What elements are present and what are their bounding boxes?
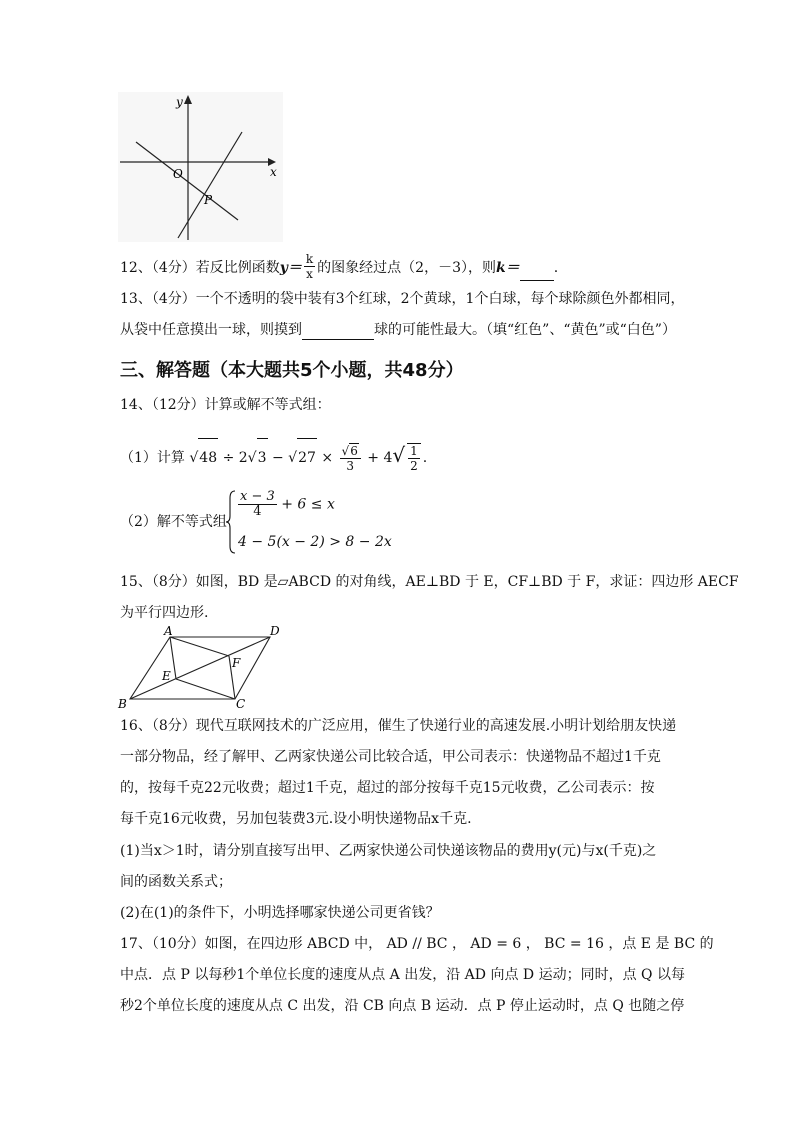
q14-p1-fden: 3 bbox=[346, 459, 355, 473]
segment-ce bbox=[176, 679, 235, 699]
question-14-header: 14、（12分）计算或解不等式组： bbox=[120, 397, 331, 413]
q12-end: . bbox=[553, 260, 559, 276]
q14-row-2: 4 − 5(x − 2) > 8 − 2x bbox=[238, 534, 392, 550]
q12-prefix: 12、（4分）若反比例函数 bbox=[120, 260, 280, 276]
question-15-line-2: 为平行四边形. bbox=[120, 605, 209, 621]
q14-p1-t1: 48 bbox=[198, 438, 218, 477]
label-a: A bbox=[164, 624, 173, 638]
question-16-line-1: 16、（8分）现代互联网技术的广泛应用，催生了快递行业的高速发展.小明计划给朋友快递 bbox=[120, 718, 677, 734]
segment-ae bbox=[170, 637, 176, 679]
q14-p1-op2: − bbox=[271, 450, 284, 466]
q14-p1-rfrac bbox=[407, 443, 421, 473]
q12-y-eq: y＝ bbox=[279, 260, 302, 276]
label-b: B bbox=[118, 697, 127, 710]
q14-p1-op4: + 4 bbox=[367, 450, 393, 466]
question-16-line-3: 的，按每千克22元收费；超过1千克，超过的部分按每千克15元收费，乙公司表示：按 bbox=[120, 780, 655, 796]
label-f: F bbox=[232, 656, 241, 670]
question-16-line-6: 间的函数关系式； bbox=[120, 874, 232, 890]
question-12 bbox=[120, 252, 558, 281]
question-16-line-2: 一部分物品，经了解甲、乙两家快递公司比较合适，甲公司表示：快递物品不超过1千克 bbox=[120, 749, 661, 765]
origin-label: O bbox=[173, 167, 183, 181]
q14-p2-row1-rest: + 6 ≤ x bbox=[281, 496, 335, 513]
q14-p1-end: . bbox=[422, 450, 428, 466]
q14-p1-root-frac: √ bbox=[392, 443, 406, 467]
q14-p2-fden: 4 bbox=[253, 504, 262, 519]
q14-p1-rden: 2 bbox=[410, 459, 418, 473]
q14-p1-rnum: 1 bbox=[410, 444, 418, 458]
q14-part-2-label: （2）解不等式组 bbox=[120, 514, 227, 530]
q14-p1-op3: × bbox=[321, 450, 334, 466]
q14-p1-fnum-val: 6 bbox=[350, 444, 358, 458]
q14-p1-t3: 27 bbox=[297, 438, 317, 477]
coordinate-graph bbox=[118, 92, 283, 242]
point-p-label: P bbox=[204, 193, 213, 207]
q13-text-a: 从袋中任意摸出一球，则摸到 bbox=[120, 322, 302, 338]
q14-p1-label: （1）计算 bbox=[120, 450, 185, 466]
section-3-heading: 三、解答题（本大题共5个小题，共48分） bbox=[120, 360, 464, 381]
q14-part-1 bbox=[120, 436, 427, 474]
q13-text-b: 球的可能性最大。（填“红色”、“黄色”或“白色”） bbox=[374, 322, 676, 338]
q14-row-1 bbox=[238, 490, 335, 519]
segment-af bbox=[170, 637, 229, 656]
q14-p1-fnum: √6 bbox=[340, 443, 361, 459]
question-17-line-2: 中点．点 P 以每秒1个单位长度的速度从点 A 出发，沿 AD 向点 D 运动；同时，点 Q 以每 bbox=[120, 967, 685, 983]
question-13-line-1: 13、（4分）一个不透明的袋中装有3个红球，2个黄球，1个白球，每个球除颜色外都相同， bbox=[120, 291, 685, 307]
q14-p2-fraction bbox=[238, 490, 277, 519]
q12-k-eq: k＝ bbox=[495, 260, 520, 276]
q12-frac-num: k bbox=[305, 252, 314, 266]
question-16-line-7: (2)在(1)的条件下，小明选择哪家快递公司更省钱？ bbox=[120, 905, 440, 921]
q14-p1-radical-3: √27 bbox=[288, 450, 317, 466]
question-16-line-4: 每千克16元收费，另加包装费3元.设小明快递物品x千克. bbox=[120, 811, 472, 827]
q14-p2-fnum: x − 3 bbox=[240, 489, 275, 504]
y-axis-label: y bbox=[176, 95, 183, 109]
question-16-line-5: (1)当x＞1时，请分别直接写出甲、乙两家快递公司快递该物品的费用y(元)与x(千克)之 bbox=[120, 843, 657, 859]
label-d: D bbox=[270, 624, 280, 638]
q12-frac-den: x bbox=[306, 267, 313, 281]
label-e: E bbox=[162, 669, 171, 683]
parallelogram-figure bbox=[115, 624, 295, 710]
question-17-line-1: 17、（10分）如图，在四边形 ABCD 中， AD // BC ， AD = 6 ， BC = 16 ，点 E 是 BC 的 bbox=[120, 936, 714, 952]
q14-p1-op1: ÷ 2 bbox=[222, 450, 248, 466]
q12-answer-blank[interactable] bbox=[520, 266, 554, 281]
q14-p1-radical-1: √48 bbox=[189, 450, 218, 466]
q14-p1-fraction bbox=[340, 443, 361, 473]
brace-icon bbox=[226, 490, 236, 554]
question-15-line-1: 15、（8分）如图，BD 是▱ABCD 的对角线，AE⊥BD 于 E，CF⊥BD 于 F，求证：四边形 AECF bbox=[120, 574, 739, 590]
q14-p1-t2: 3 bbox=[257, 438, 268, 477]
q12-fraction bbox=[304, 252, 315, 281]
q14-p1-radical-2: √3 bbox=[248, 450, 268, 466]
x-axis-label: x bbox=[270, 165, 277, 179]
q12-suffix: 的图象经过点（2，－3），则 bbox=[317, 260, 496, 276]
q13-answer-blank[interactable] bbox=[302, 325, 374, 340]
label-c: C bbox=[236, 697, 246, 710]
question-17-line-3: 秒2个单位长度的速度从点 C 出发，沿 CB 向点 B 运动．点 P 停止运动时，点 Q 也随之停 bbox=[120, 998, 685, 1014]
question-13-line-2 bbox=[120, 320, 676, 340]
q14-inequality-system bbox=[226, 489, 392, 554]
